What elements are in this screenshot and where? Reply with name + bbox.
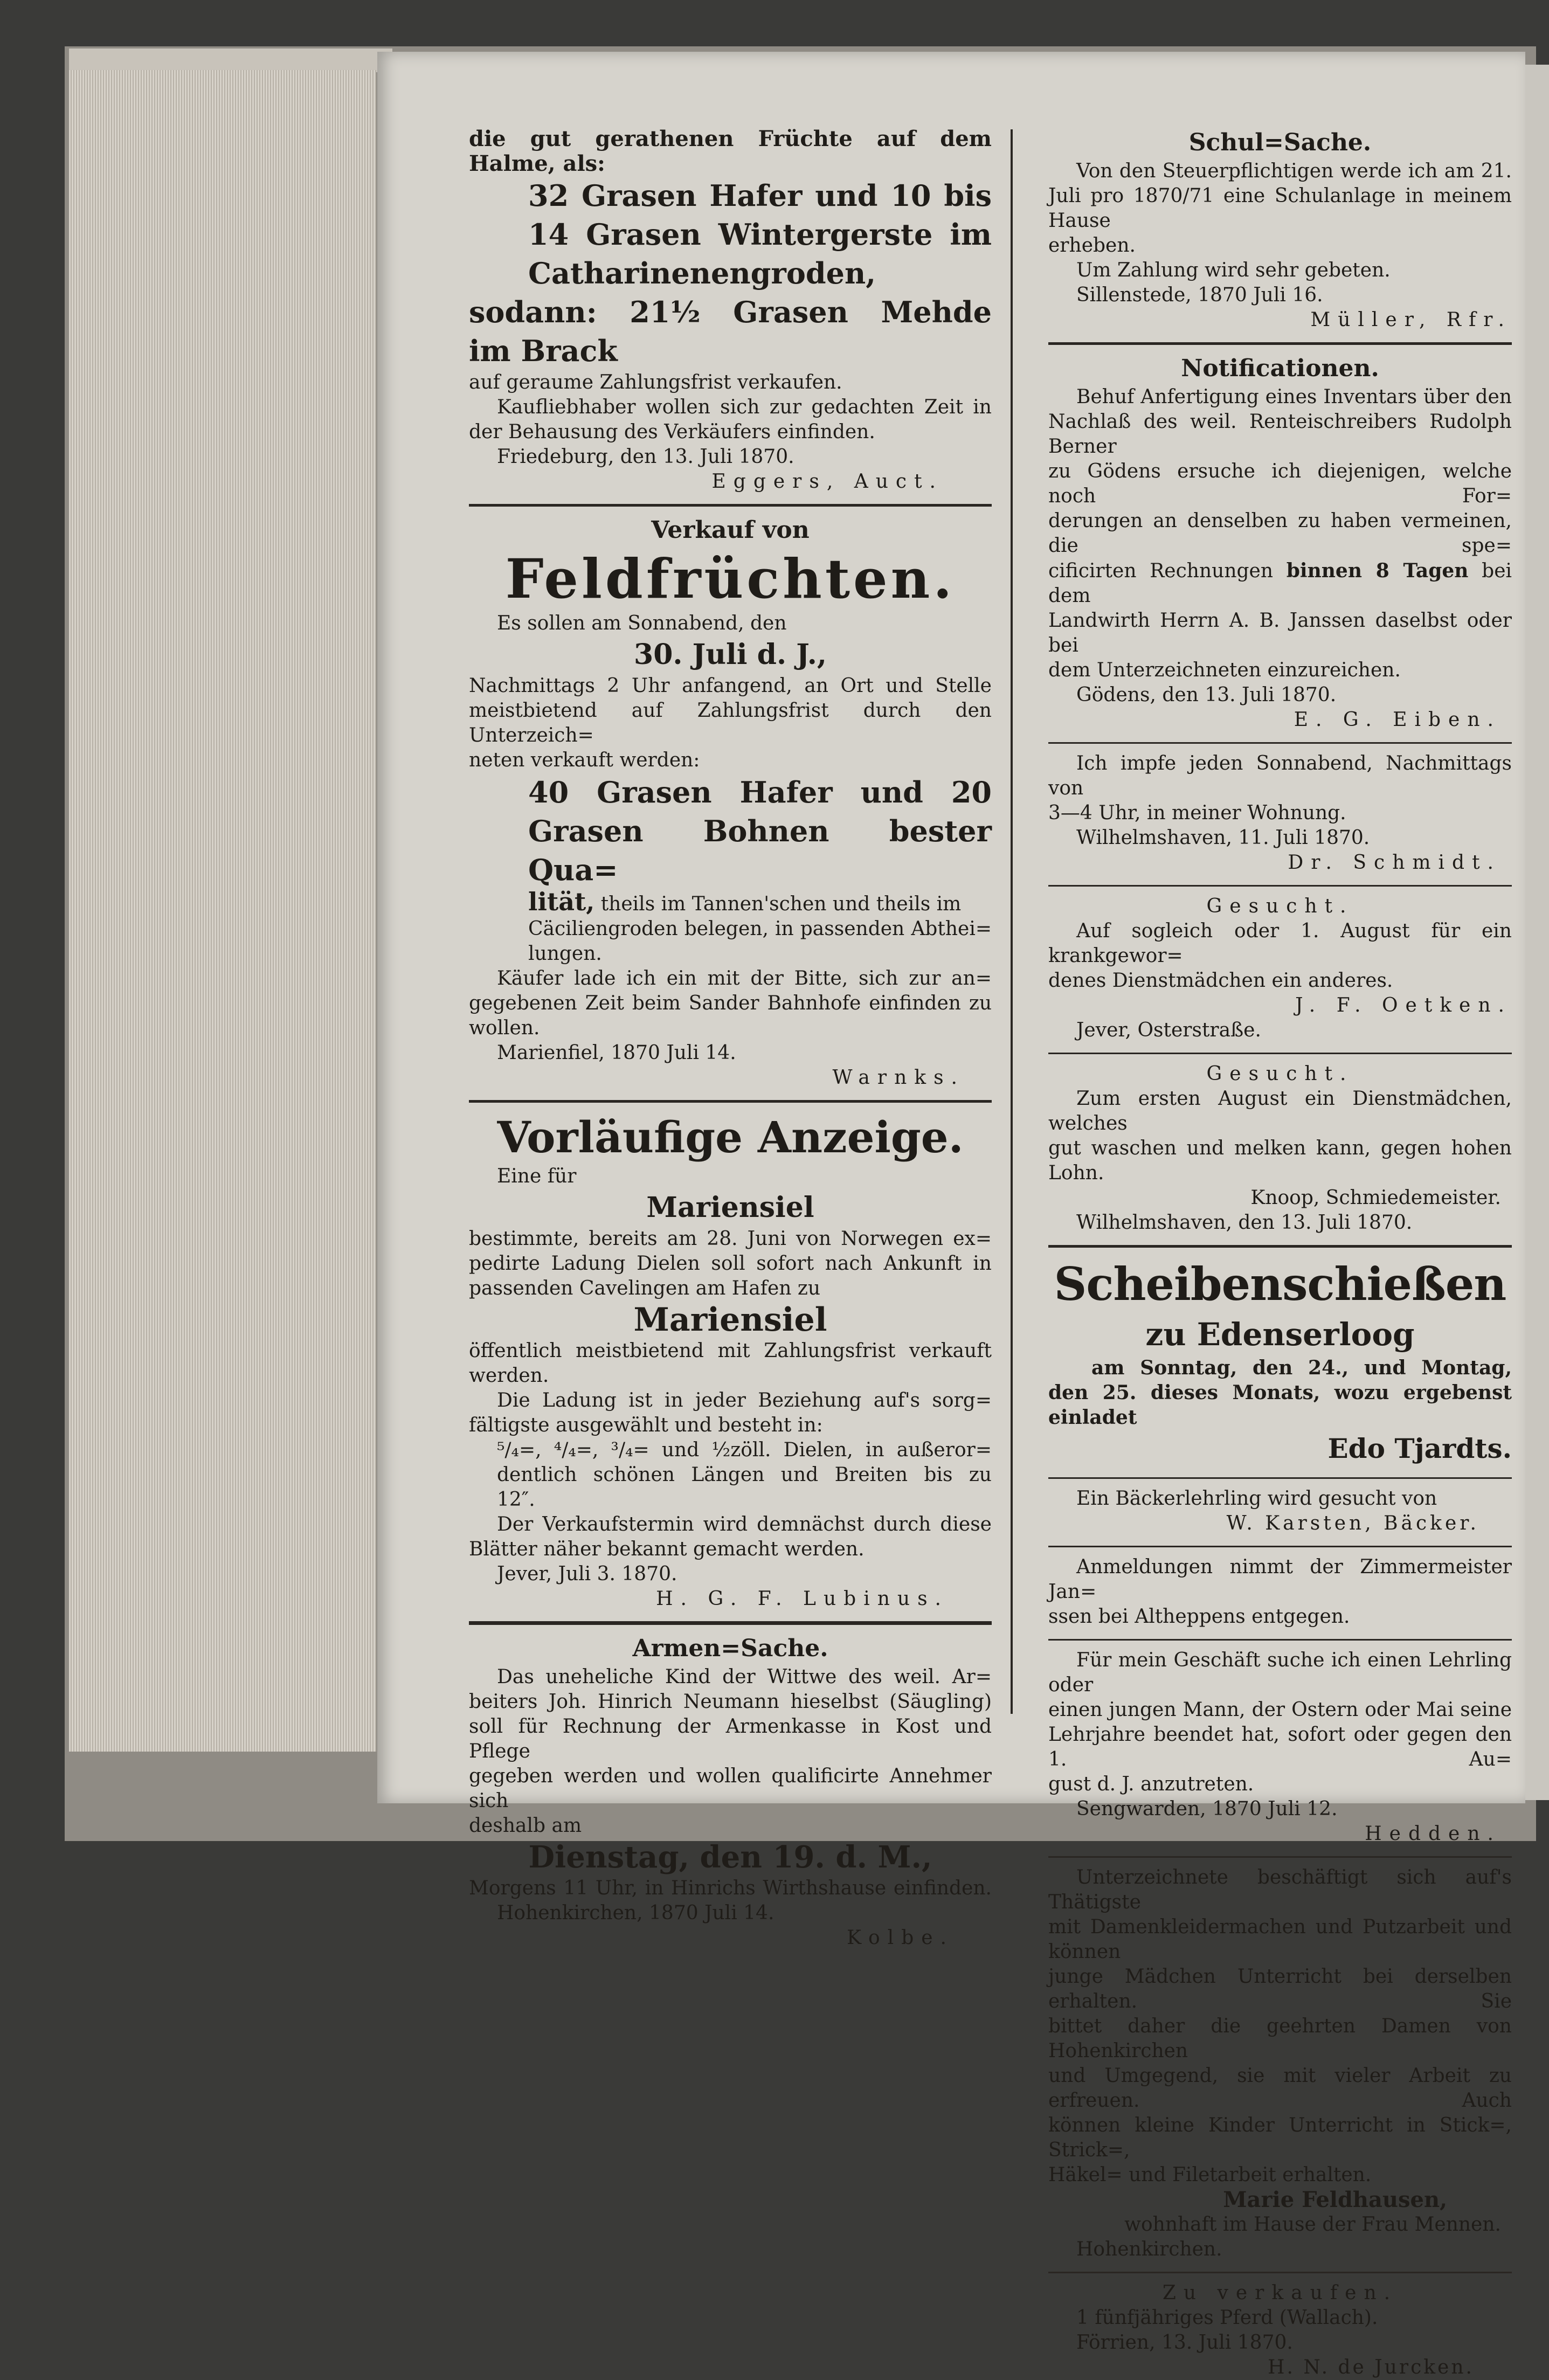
ad-damenkleider <box>1048 1865 1512 2262</box>
text-line: Jever, Juli 3. 1870. <box>497 1563 677 1585</box>
text-line: 3—4 Uhr, in meiner Wohnung. <box>1048 802 1346 824</box>
text-line: H. G. F. Lubinus. <box>656 1588 949 1610</box>
text-line: H. N. de Jurcken. <box>1268 2356 1474 2378</box>
text-line: Zum ersten August ein Dienstmädchen, welches <box>1048 1088 1512 1134</box>
text-line: am Sonntag, den 24., und Montag, <box>1091 1357 1512 1379</box>
text-line: J. F. Oetken. <box>1295 994 1512 1016</box>
text-line: soll für Rechnung der Armenkasse in Kost und Pflege <box>469 1715 992 1762</box>
ad-notificationen <box>1048 352 1512 732</box>
text-line: Kolbe. <box>847 1927 954 1949</box>
text-line: junge Mädchen Unterricht bei derselben erhalten. Sie <box>1048 1966 1512 2012</box>
text-line: 40 Grasen Hafer und 20 <box>528 775 992 810</box>
text-line: Ein Bäckerlehrling wird gesucht von <box>1076 1488 1437 1510</box>
text-line: Mariensiel <box>633 1301 827 1339</box>
text-line: im Brack <box>469 334 618 368</box>
next-page-edge <box>1525 65 1549 1800</box>
text-line: dentlich schönen Längen und Breiten bis zu <box>497 1464 992 1486</box>
text-line: wollen. <box>469 1017 540 1039</box>
text-line: Behuf Anfertigung eines Inventars über den <box>1076 386 1512 408</box>
separator <box>1048 742 1512 744</box>
text-line: 14 Grasen Wintergerste im <box>528 217 992 252</box>
text-line: Gesucht. <box>1206 1063 1354 1085</box>
text-line: Wilhelmshaven, den 13. Juli 1870. <box>1076 1212 1413 1234</box>
text-line: Käufer lade ich ein mit der Bitte, sich zur an= <box>497 967 992 990</box>
ad-vorlaeufige-anzeige <box>469 1110 992 1611</box>
separator <box>1048 1856 1512 1858</box>
text-line: Wilhelmshaven, 11. Juli 1870. <box>1076 827 1370 849</box>
text-line: 32 Grasen Hafer und 10 bis <box>528 178 992 213</box>
text-line: neten verkauft werden: <box>469 749 700 771</box>
text-line: mit Damenkleidermachen und Putzarbeit und können <box>1048 1916 1512 1963</box>
ad-gesucht-2 <box>1048 1062 1512 1235</box>
separator <box>1048 342 1512 345</box>
text-line: Kaufliebhaber wollen sich zur gedachten Zeit in <box>497 396 992 418</box>
text-line: Hohenkirchen. <box>1076 2238 1222 2260</box>
text-line <box>1048 558 1512 608</box>
text-line <box>469 889 992 917</box>
text-line: gut waschen und melken kann, gegen hohen Lohn. <box>1048 1137 1512 1184</box>
text-line: Mariensiel <box>646 1191 814 1224</box>
text-line: ssen bei Altheppens entgegen. <box>1048 1606 1350 1628</box>
text-line: gegebenen Zeit beim Sander Bahnhofe einfinden zu <box>469 992 992 1014</box>
ad-baeckerlehrling <box>1048 1486 1512 1536</box>
ad-scheibenschiessen <box>1048 1255 1512 1468</box>
page-stack-edges <box>69 70 376 1752</box>
text-line: Das uneheliche Kind der Wittwe des weil. Ar= <box>497 1666 992 1688</box>
text-line: meistbietend auf Zahlungsfrist durch den Unterzeich= <box>469 700 992 746</box>
text-line: Unterzeichnete beschäftigt sich auf's Thätigste <box>1048 1866 1512 1913</box>
text-line: Dr. Schmidt. <box>1288 852 1501 874</box>
text-line: zu Edenserloog <box>1145 1316 1415 1353</box>
ad-gesucht-1 <box>1048 894 1512 1043</box>
text-line: Anmeldungen nimmt der Zimmermeister Jan= <box>1048 1556 1512 1603</box>
text-line: 12″. <box>497 1489 535 1511</box>
text-line: passenden Cavelingen am Hafen zu <box>469 1277 821 1299</box>
text-line: können kleine Kinder Unterricht in Stick=, Strick=, <box>1048 2114 1512 2161</box>
text-line: Hedden. <box>1365 1823 1501 1845</box>
text-line: Feldfrüchten. <box>505 547 956 611</box>
text-line: erheben. <box>1048 234 1136 257</box>
text-line: bestimmte, bereits am 28. Juni von Norwegen ex= <box>469 1228 992 1250</box>
text-line: Förrien, 13. Juli 1870. <box>1076 2331 1293 2354</box>
text-line: die gut gerathenen Früchte auf dem <box>469 126 992 151</box>
text-line: Die Ladung ist in jeder Beziehung auf's sorg= <box>497 1389 992 1412</box>
text-line: Juli pro 1870/71 eine Schulanlage in meinem Hause <box>1048 185 1512 232</box>
text-line: Catharinenengroden, <box>528 256 876 290</box>
text-line: Grasen Bohnen bester Qua= <box>528 814 992 887</box>
left-column <box>469 127 992 1950</box>
text-line: Nachlaß des weil. Renteischreibers Rudolph Berner <box>1048 411 1512 458</box>
ad-impfen <box>1048 751 1512 875</box>
text-line: einen jungen Mann, der Ostern oder Mai seine <box>1048 1699 1512 1721</box>
ad-schul-sache <box>1048 127 1512 333</box>
text-line: Scheibenschießen <box>1054 1257 1506 1311</box>
text-line: zu Gödens ersuche ich diejenigen, welche noch For= <box>1048 460 1512 507</box>
text-line: der Behausung des Verkäufers einfinden. <box>469 421 875 443</box>
separator <box>1048 2272 1512 2273</box>
text-line: Marienfiel, 1870 Juli 14. <box>497 1042 736 1064</box>
text-line: 1 fünfjähriges Pferd (Wallach). <box>1076 2307 1378 2329</box>
text-line: E. G. Eiben. <box>1294 709 1501 731</box>
separator <box>1048 1245 1512 1248</box>
text-line: pedirte Ladung Dielen soll sofort nach Ankunft in <box>469 1253 992 1275</box>
separator <box>1048 885 1512 887</box>
text-line: Es sollen am Sonnabend, den <box>497 612 787 634</box>
text-line: Halme, als: <box>469 151 605 176</box>
text-line: Friedeburg, den 13. Juli 1870. <box>497 446 794 468</box>
text-line: Auf sogleich oder 1. August für ein krankgewor= <box>1048 920 1512 967</box>
text-line: gegeben werden und wollen qualificirte Annehmer sich <box>469 1765 992 1812</box>
text-line: Dienstag, den 19. d. M., <box>528 1839 932 1875</box>
text-line: Cäciliengroden belegen, in passenden Abthei= <box>528 918 992 940</box>
separator <box>469 1621 992 1625</box>
text-line: 30. Juli d. J., <box>634 638 827 671</box>
text-line: beiters Joh. Hinrich Neumann hieselbst (Säugling) <box>469 1691 992 1713</box>
text-line: Müller, Rfr. <box>1310 309 1512 331</box>
text-line: Jever, Osterstraße. <box>1076 1019 1261 1041</box>
page-stack-top <box>69 49 392 72</box>
text-line: Notificationen. <box>1181 355 1379 382</box>
separator <box>1048 1546 1512 1547</box>
text-line: Häkel= und Filetarbeit erhalten. <box>1048 2164 1372 2186</box>
text-line: lungen. <box>528 943 602 965</box>
text-line: Nachmittags 2 Uhr anfangend, an Ort und Stelle <box>469 675 992 697</box>
text-line: Verkauf von <box>651 516 810 544</box>
text-line: bittet daher die geehrten Damen von Hohenkirchen <box>1048 2015 1512 2062</box>
ad-anmeldungen <box>1048 1555 1512 1629</box>
separator <box>469 504 992 507</box>
text-line: Knoop, Schmiedemeister. <box>1250 1187 1501 1209</box>
text-line: Blätter näher bekannt gemacht werden. <box>469 1538 865 1560</box>
text-line: Ich impfe jeden Sonnabend, Nachmittags von <box>1048 752 1512 799</box>
ad-feldfruechte <box>469 514 992 1090</box>
text-line: bei dem <box>1048 560 1512 607</box>
text-line: Eggers, Auct. <box>711 471 943 493</box>
column-divider <box>1011 129 1013 1714</box>
text-line: deshalb am <box>469 1815 582 1837</box>
text-line: binnen 8 Tagen <box>1286 559 1469 582</box>
text-line: Zu verkaufen. <box>1162 2282 1398 2304</box>
text-line: Der Verkaufstermin wird demnächst durch diese <box>497 1513 992 1535</box>
right-column <box>1048 127 1512 2380</box>
text-line: den 25. dieses Monats, wozu ergebenst einladet <box>1048 1381 1512 1429</box>
text-line: derungen an denselben zu haben vermeinen, die spe= <box>1048 510 1512 557</box>
text-line: Schul=Sache. <box>1188 129 1372 156</box>
text-line: Lehrjahre beendet hat, sofort oder gegen den 1. Au= <box>1048 1724 1512 1770</box>
text-line: Sillenstede, 1870 Juli 16. <box>1076 284 1323 306</box>
ad-lehrling <box>1048 1648 1512 1846</box>
text-line: werden. <box>469 1365 549 1387</box>
text-line: Gödens, den 13. Juli 1870. <box>1076 684 1337 706</box>
text-line: Um Zahlung wird sehr gebeten. <box>1076 259 1391 281</box>
text-line: Von den Steuerpflichtigen werde ich am 21. <box>1076 160 1512 182</box>
text-line: denes Dienstmädchen ein anderes. <box>1048 970 1393 992</box>
text-line: und Umgegend, sie mit vieler Arbeit zu erfreuen. Auch <box>1048 2065 1512 2112</box>
text-line: Armen=Sache. <box>632 1635 828 1662</box>
separator <box>1048 1639 1512 1641</box>
text-line: auf geraume Zahlungsfrist verkaufen. <box>469 371 842 393</box>
ad-fruechte <box>469 127 992 494</box>
text-line: Morgens 11 Uhr, in Hinrichs Wirthshause einfinden. <box>469 1877 992 1899</box>
text-line: Warnks. <box>832 1067 965 1089</box>
text-line: Sengwarden, 1870 Juli 12. <box>1076 1798 1338 1820</box>
text-line: dem Unterzeichneten einzureichen. <box>1048 659 1401 681</box>
text-line: Marie Feldhausen, <box>1223 2187 1447 2212</box>
text-line: öffentlich meistbietend mit Zahlungsfrist verkauft <box>469 1340 992 1362</box>
text-line: gust d. J. anzutreten. <box>1048 1773 1254 1795</box>
text-line: Für mein Geschäft suche ich einen Lehrling oder <box>1048 1649 1512 1696</box>
text-line: sodann: 21½ Grasen Mehde <box>469 295 992 329</box>
text-line: Hohenkirchen, 1870 Juli 14. <box>497 1902 774 1924</box>
separator <box>1048 1477 1512 1479</box>
text-line: theils im Tannen'schen und theils im <box>594 893 962 915</box>
ad-pferd <box>1048 2281 1512 2380</box>
separator <box>469 1100 992 1103</box>
text-line: Eine für <box>497 1165 577 1187</box>
ad-armen-sache <box>469 1632 992 1950</box>
text-line: Landwirth Herrn A. B. Janssen daselbst oder bei <box>1048 610 1512 656</box>
text-line: wohnhaft im Hause der Frau Mennen. <box>1124 2213 1501 2236</box>
text-line: ⁵/₄=, ⁴/₄=, ³/₄= und ½zöll. Dielen, in außeror= <box>497 1439 992 1461</box>
text-line: lität, <box>528 887 595 916</box>
text-line: fältigste ausgewählt und besteht in: <box>469 1414 823 1436</box>
text-line: cificirten Rechnungen <box>1048 560 1287 582</box>
text-line: W. Karsten, Bäcker. <box>1226 1512 1479 1534</box>
separator <box>1048 1053 1512 1054</box>
text-line: Vorläufige Anzeige. <box>497 1112 964 1163</box>
text-line: Edo Tjardts. <box>1327 1433 1512 1464</box>
text-line: Gesucht. <box>1206 895 1354 917</box>
